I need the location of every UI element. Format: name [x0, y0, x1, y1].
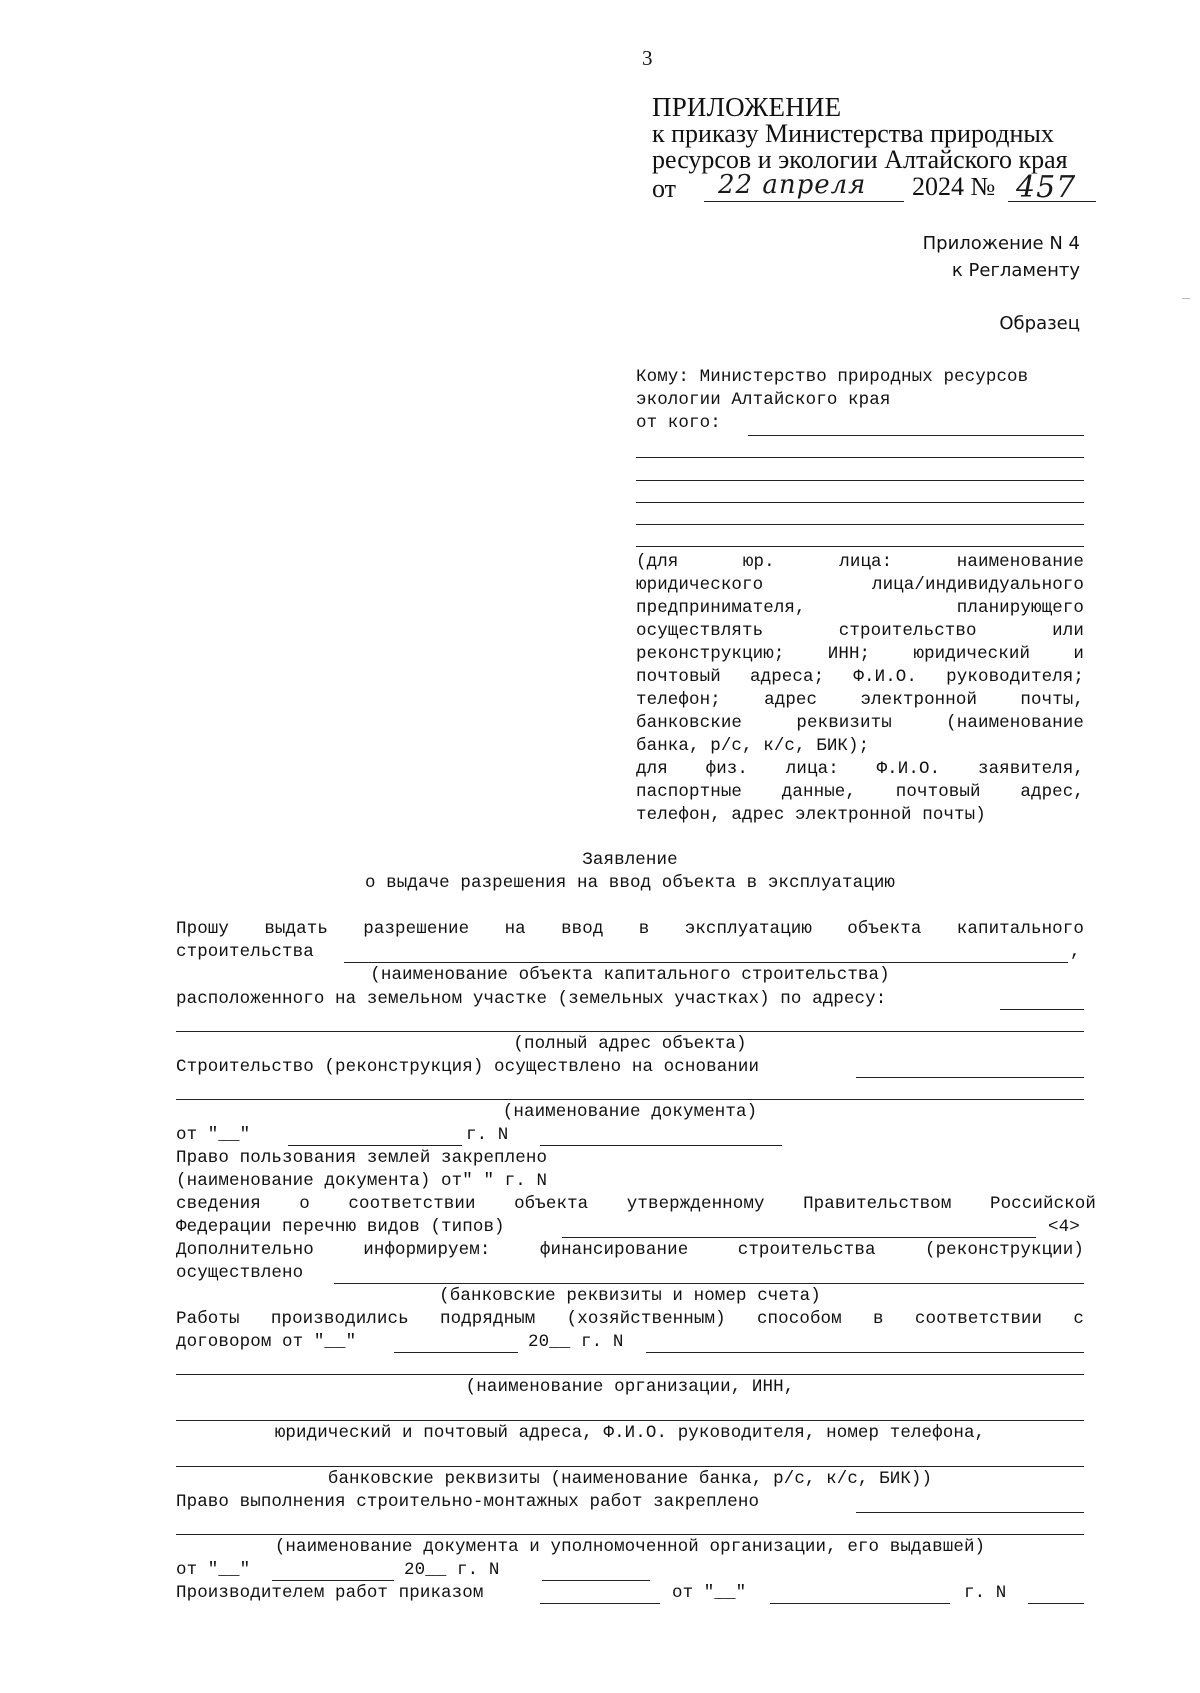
addressee-hint-line: (для юр. лица: наименование: [636, 552, 1084, 572]
from-field-line[interactable]: [636, 546, 1084, 547]
addressee-hint-line: осуществлять строительство или: [636, 621, 1084, 641]
addressee-hint-line: реконструкцию; ИНН; юридический и: [636, 644, 1084, 664]
body-line: Федерации перечню видов (типов): [176, 1217, 505, 1237]
order-date-handwritten: 22 апреля: [718, 170, 867, 200]
page-number: 3: [642, 46, 653, 70]
address-field[interactable]: [176, 1031, 1084, 1032]
order-line-2: ресурсов и экологии Алтайского края: [652, 145, 1068, 174]
contractor-field[interactable]: [176, 1374, 1084, 1375]
body-line: Прошу выдать разрешение на ввод в эксплуатацию объекта капитального: [176, 919, 1084, 939]
body-line: от "__": [672, 1583, 747, 1603]
caption-addresses: юридический и почтовый адреса, Ф.И.О. руководителя, номер телефона,: [274, 1423, 986, 1443]
addressee-hint-line: для физ. лица: Ф.И.О. заявителя,: [636, 759, 1084, 779]
from-field-line[interactable]: [636, 502, 1084, 503]
body-line: от "__": [176, 1125, 251, 1145]
body-line: г. N: [964, 1583, 1007, 1603]
financing-field[interactable]: [334, 1283, 1084, 1284]
license-date-field[interactable]: [272, 1580, 394, 1581]
body-footnote-ref: <4>: [1048, 1217, 1080, 1237]
addressee-hint-line: банковские реквизиты (наименование: [636, 713, 1084, 733]
caption-license-document: (наименование документа и уполномоченной организации, его выдавшей): [274, 1537, 986, 1557]
statement-subtitle: о выдаче разрешения на ввод объекта в эксплуатацию: [364, 873, 896, 893]
body-line: Работы производились подрядным (хозяйственным) способом в соответствии с: [176, 1309, 1084, 1329]
order-date-field[interactable]: [770, 1603, 950, 1604]
caption-full-address: (полный адрес объекта): [513, 1034, 747, 1054]
caption-object-name: (наименование объекта капитального строительства): [370, 965, 890, 985]
body-line: расположенного на земельном участке (земельных участках) по адресу:: [176, 989, 887, 1009]
body-line: Строительство (реконструкция) осуществлено на основании: [176, 1057, 760, 1077]
addressee-hint-line: юридического лица/индивидуального: [636, 575, 1084, 595]
contract-date-field[interactable]: [394, 1352, 518, 1353]
addressee-hint-line: телефон; адрес электронной почты,: [636, 690, 1084, 710]
body-line: осуществлено: [176, 1263, 304, 1283]
body-line: Дополнительно информируем: финансирование строительства (реконструкции): [176, 1240, 1084, 1260]
caption-document-name: (наименование документа): [502, 1102, 758, 1122]
body-line: 20__ г. N: [404, 1560, 500, 1580]
order-number-handwritten: 457: [1016, 170, 1077, 205]
address-field[interactable]: [1000, 1009, 1084, 1010]
order-number-field[interactable]: [1028, 1603, 1084, 1604]
document-date-field[interactable]: [288, 1145, 462, 1146]
caption-bank: банковские реквизиты (наименование банка, р/с, к/с, БИК)): [327, 1469, 933, 1489]
object-name-field[interactable]: [344, 962, 1068, 963]
body-line: договором от "__": [176, 1332, 357, 1352]
order-from-label: от: [652, 174, 677, 203]
scan-artifact: [1182, 298, 1190, 299]
caption-bank-details: (банковские реквизиты и номер счета): [439, 1286, 821, 1306]
basis-field[interactable]: [176, 1099, 1084, 1100]
body-line: Право пользования землей закреплено: [176, 1148, 548, 1168]
order-title: ПРИЛОЖЕНИЕ: [652, 92, 842, 122]
sample-label: Образец: [999, 313, 1080, 334]
caption-organization: (наименование организации, ИНН,: [465, 1377, 795, 1397]
addressee-hint-line: паспортные данные, почтовый адрес,: [636, 782, 1084, 802]
order-number-underline: [1008, 201, 1096, 202]
contractor-field[interactable]: [176, 1420, 1084, 1421]
license-field[interactable]: [856, 1512, 1084, 1513]
document-number-field[interactable]: [540, 1145, 782, 1146]
types-field[interactable]: [562, 1237, 1036, 1238]
order-line-1: к приказу Министерства природных: [652, 119, 1054, 148]
body-comma: ,: [1070, 942, 1081, 962]
body-line: 20__ г. N: [528, 1332, 624, 1352]
addressee-from-label: от кого:: [636, 413, 721, 433]
body-line: г. N: [466, 1125, 509, 1145]
body-line: строительства: [176, 942, 314, 962]
addressee-hint-line: почтовый адреса; Ф.И.О. руководителя;: [636, 667, 1084, 687]
from-field-line[interactable]: [636, 457, 1084, 458]
order-field[interactable]: [540, 1603, 660, 1604]
addressee-hint-line: предпринимателя, планирующего: [636, 598, 1084, 618]
body-line: Право выполнения строительно-монтажных работ закреплено: [176, 1492, 760, 1512]
contract-number-field[interactable]: [646, 1352, 1084, 1353]
addressee-to-line-2: экологии Алтайского края: [636, 390, 891, 410]
license-number-field[interactable]: [542, 1580, 650, 1581]
contractor-field[interactable]: [176, 1466, 1084, 1467]
from-field-line[interactable]: [636, 480, 1084, 481]
statement-title: Заявление: [582, 850, 678, 870]
body-line: сведения о соответствии объекта утвержденному Правительством Российской: [176, 1194, 1096, 1214]
body-line: Производителем работ приказом: [176, 1583, 484, 1603]
license-field[interactable]: [176, 1534, 1084, 1535]
basis-field[interactable]: [856, 1077, 1084, 1078]
addressee-to-line-1: Кому: Министерство природных ресурсов: [636, 367, 1029, 387]
appendix-line-2: к Регламенту: [951, 260, 1080, 281]
body-line: от "__": [176, 1560, 251, 1580]
body-line: (наименование документа) от" " г. N: [176, 1171, 548, 1191]
addressee-hint-line: телефон, адрес электронной почты): [636, 805, 986, 825]
order-date-underline: [704, 201, 904, 202]
order-year-number-label: 2024 №: [912, 172, 996, 201]
from-field-line[interactable]: [748, 435, 1084, 436]
from-field-line[interactable]: [636, 524, 1084, 525]
addressee-hint-line: банка, р/с, к/с, БИК);: [636, 736, 870, 756]
appendix-line-1: Приложение N 4: [922, 233, 1080, 254]
